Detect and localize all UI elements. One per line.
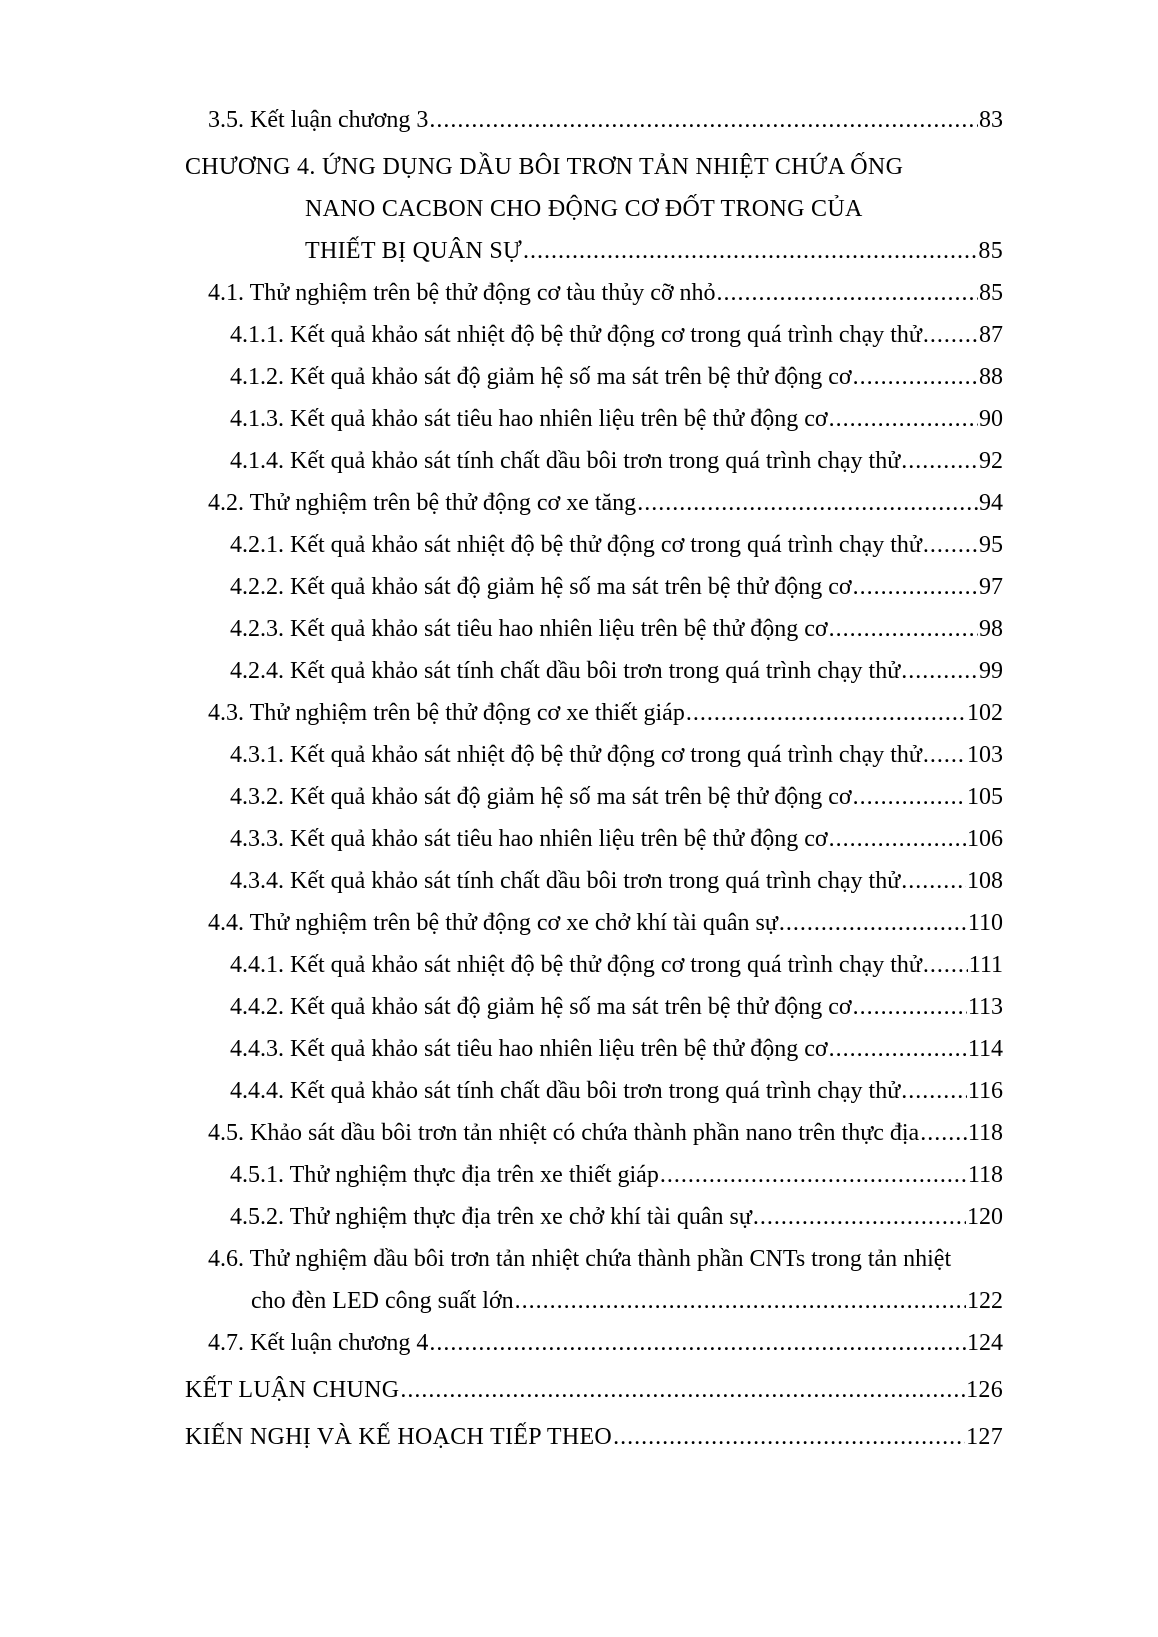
toc-entry-4-2[interactable] bbox=[208, 486, 1003, 520]
dot-leader bbox=[717, 276, 978, 310]
toc-entry-label: 4.1. Thử nghiệm trên bệ thử động cơ tàu thủy cỡ nhỏ bbox=[208, 280, 716, 306]
toc-entry-label: 4.4.4. Kết quả khảo sát tính chất dầu bôi trơn trong quá trình chạy thử bbox=[230, 1078, 901, 1104]
toc-entry-page: 108 bbox=[967, 868, 1003, 894]
toc-entry-page: 88 bbox=[979, 364, 1003, 390]
toc-entry-4-3-1[interactable] bbox=[230, 738, 1003, 772]
toc-entry-page: 113 bbox=[967, 994, 1003, 1020]
toc-entry-4-4-3[interactable] bbox=[230, 1032, 1003, 1066]
toc-entry-page: 103 bbox=[967, 742, 1003, 768]
toc-entry-4-1-4[interactable] bbox=[230, 444, 1003, 478]
toc-entry-label: 4.4. Thử nghiệm trên bệ thử động cơ xe chở khí tài quân sự bbox=[208, 910, 778, 936]
dot-leader bbox=[686, 696, 966, 730]
dot-leader bbox=[515, 1284, 966, 1318]
toc-entry-4-6[interactable] bbox=[251, 1284, 1003, 1318]
toc-entry-chapter-4[interactable] bbox=[305, 234, 1003, 268]
toc-entry-page: 106 bbox=[967, 826, 1003, 852]
toc-entry-label: 4.5. Khảo sát dầu bôi trơn tản nhiệt có chứa thành phần nano trên thực địa bbox=[208, 1120, 920, 1146]
dot-leader bbox=[829, 822, 966, 856]
dot-leader bbox=[429, 1326, 966, 1360]
toc-entry-page: 90 bbox=[979, 406, 1003, 432]
dot-leader bbox=[637, 486, 978, 520]
toc-entry-label: 4.1.2. Kết quả khảo sát độ giảm hệ số ma sát trên bệ thử động cơ bbox=[230, 364, 852, 390]
toc-entry-4-2-2[interactable] bbox=[230, 570, 1003, 604]
toc-entry-label: 4.2.1. Kết quả khảo sát nhiệt độ bệ thử động cơ trong quá trình chạy thử bbox=[230, 532, 922, 558]
toc-entry-label: 3.5. Kết luận chương 3 bbox=[208, 107, 429, 133]
toc-entry-label: 4.2.3. Kết quả khảo sát tiêu hao nhiên liệu trên bệ thử động cơ bbox=[230, 616, 828, 642]
toc-entry-4-4-2[interactable] bbox=[230, 990, 1003, 1024]
toc-entry-label: 4.3.3. Kết quả khảo sát tiêu hao nhiên liệu trên bệ thử động cơ bbox=[230, 826, 828, 852]
toc-entry-page: 126 bbox=[966, 1377, 1003, 1403]
toc-entry-kien-nghi[interactable] bbox=[185, 1420, 1003, 1454]
toc-entry-page: 98 bbox=[979, 616, 1003, 642]
toc-entry-page: 120 bbox=[967, 1204, 1003, 1230]
dot-leader bbox=[901, 1074, 967, 1108]
toc-entry-4-4[interactable] bbox=[208, 906, 1003, 940]
toc-entry-4-4-1[interactable] bbox=[230, 948, 1003, 982]
dot-leader bbox=[523, 234, 977, 268]
toc-entry-4-4-4[interactable] bbox=[230, 1074, 1003, 1108]
toc-entry-label: 4.7. Kết luận chương 4 bbox=[208, 1330, 429, 1356]
toc-entry-4-7[interactable] bbox=[208, 1326, 1003, 1360]
toc-entry-page: 124 bbox=[967, 1330, 1003, 1356]
dot-leader bbox=[923, 738, 966, 772]
toc-entry-label: 4.1.1. Kết quả khảo sát nhiệt độ bệ thử động cơ trong quá trình chạy thử bbox=[230, 322, 922, 348]
toc-entry-4-5-2[interactable] bbox=[230, 1200, 1003, 1234]
dot-leader bbox=[829, 612, 978, 646]
dot-leader bbox=[829, 402, 978, 436]
toc-entry-page: 111 bbox=[968, 952, 1003, 978]
toc-entry-4-1-1[interactable] bbox=[230, 318, 1003, 352]
toc-entry-page: 85 bbox=[978, 238, 1003, 264]
toc-entry-page: 110 bbox=[967, 910, 1003, 936]
toc-entry-page: 114 bbox=[967, 1036, 1003, 1062]
toc-entry-3-5[interactable] bbox=[208, 103, 1003, 137]
toc-entry-4-1-2[interactable] bbox=[230, 360, 1003, 394]
toc-entry-4-5[interactable] bbox=[208, 1116, 1003, 1150]
toc-entry-page: 122 bbox=[967, 1288, 1003, 1314]
chapter-4-title-line-2: NANO CACBON CHO ĐỘNG CƠ ĐỐT TRONG CỦA bbox=[305, 196, 863, 222]
dot-leader bbox=[829, 1032, 967, 1066]
toc-entry-label: 4.3.4. Kết quả khảo sát tính chất dầu bôi trơn trong quá trình chạy thử bbox=[230, 868, 901, 894]
toc-entry-page: 87 bbox=[979, 322, 1003, 348]
toc-entry-page: 94 bbox=[979, 490, 1003, 516]
dot-leader bbox=[920, 1116, 967, 1150]
toc-entry-page: 102 bbox=[967, 700, 1003, 726]
dot-leader bbox=[853, 360, 978, 394]
toc-entry-label: cho đèn LED công suất lớn bbox=[251, 1288, 514, 1314]
toc-entry-4-6-line-1[interactable]: 4.6. Thử nghiệm dầu bôi trơn tản nhiệt chứa thành phần CNTs trong tản nhiệt bbox=[208, 1246, 952, 1272]
dot-leader bbox=[901, 444, 978, 478]
toc-entry-4-3-4[interactable] bbox=[230, 864, 1003, 898]
toc-entry-label: 4.5.2. Thử nghiệm thực địa trên xe chở khí tài quân sự bbox=[230, 1204, 752, 1230]
toc-entry-page: 85 bbox=[979, 280, 1003, 306]
toc-entry-page: 99 bbox=[979, 658, 1003, 684]
toc-entry-4-1-3[interactable] bbox=[230, 402, 1003, 436]
toc-entry-page: 127 bbox=[966, 1424, 1003, 1450]
toc-entry-label: 4.2. Thử nghiệm trên bệ thử động cơ xe tăng bbox=[208, 490, 637, 516]
dot-leader bbox=[429, 103, 978, 137]
toc-entry-4-2-4[interactable] bbox=[230, 654, 1003, 688]
toc-entry-label: 4.1.3. Kết quả khảo sát tiêu hao nhiên liệu trên bệ thử động cơ bbox=[230, 406, 828, 432]
toc-entry-4-3[interactable] bbox=[208, 696, 1003, 730]
chapter-4-title-line-1: CHƯƠNG 4. ỨNG DỤNG DẦU BÔI TRƠN TẢN NHIỆT CHỨA ỐNG bbox=[185, 154, 904, 180]
toc-entry-4-5-1[interactable] bbox=[230, 1158, 1003, 1192]
toc-entry-page: 105 bbox=[967, 784, 1003, 810]
toc-entry-4-1[interactable] bbox=[208, 276, 1003, 310]
toc-entry-page: 97 bbox=[979, 574, 1003, 600]
toc-entry-label: KIẾN NGHỊ VÀ KẾ HOẠCH TIẾP THEO bbox=[185, 1424, 613, 1450]
dot-leader bbox=[853, 780, 966, 814]
toc-entry-label: THIẾT BỊ QUÂN SỰ bbox=[305, 238, 522, 264]
dot-leader bbox=[923, 948, 968, 982]
toc-entry-label: 4.3.1. Kết quả khảo sát nhiệt độ bệ thử động cơ trong quá trình chạy thử bbox=[230, 742, 922, 768]
toc-entry-label: KẾT LUẬN CHUNG bbox=[185, 1377, 400, 1403]
toc-entry-label: 4.5.1. Thử nghiệm thực địa trên xe thiết giáp bbox=[230, 1162, 659, 1188]
dot-leader bbox=[400, 1373, 965, 1407]
toc-entry-4-2-3[interactable] bbox=[230, 612, 1003, 646]
toc-entry-ket-luan-chung[interactable] bbox=[185, 1373, 1003, 1407]
toc-entry-label: 4.4.2. Kết quả khảo sát độ giảm hệ số ma sát trên bệ thử động cơ bbox=[230, 994, 852, 1020]
toc-entry-label: 4.1.4. Kết quả khảo sát tính chất dầu bôi trơn trong quá trình chạy thử bbox=[230, 448, 901, 474]
dot-leader bbox=[923, 528, 978, 562]
toc-entry-label: 4.3. Thử nghiệm trên bệ thử động cơ xe thiết giáp bbox=[208, 700, 685, 726]
dot-leader bbox=[901, 864, 966, 898]
toc-entry-page: 118 bbox=[967, 1162, 1003, 1188]
toc-entry-page: 83 bbox=[979, 107, 1003, 133]
toc-entry-page: 95 bbox=[979, 532, 1003, 558]
toc-entry-label: 4.2.4. Kết quả khảo sát tính chất dầu bôi trơn trong quá trình chạy thử bbox=[230, 658, 901, 684]
dot-leader bbox=[853, 990, 967, 1024]
toc-entry-label: 4.3.2. Kết quả khảo sát độ giảm hệ số ma sát trên bệ thử động cơ bbox=[230, 784, 852, 810]
dot-leader bbox=[923, 318, 978, 352]
toc-entry-4-3-3[interactable] bbox=[230, 822, 1003, 856]
toc-entry-label: 4.4.1. Kết quả khảo sát nhiệt độ bệ thử động cơ trong quá trình chạy thử bbox=[230, 952, 922, 978]
toc-entry-label: 4.4.3. Kết quả khảo sát tiêu hao nhiên liệu trên bệ thử động cơ bbox=[230, 1036, 828, 1062]
dot-leader bbox=[853, 570, 978, 604]
toc-entry-4-2-1[interactable] bbox=[230, 528, 1003, 562]
dot-leader bbox=[660, 1158, 967, 1192]
toc-entry-page: 118 bbox=[967, 1120, 1003, 1146]
toc-entry-4-3-2[interactable] bbox=[230, 780, 1003, 814]
dot-leader bbox=[901, 654, 978, 688]
dot-leader bbox=[613, 1420, 965, 1454]
dot-leader bbox=[753, 1200, 966, 1234]
toc-entry-label: 4.2.2. Kết quả khảo sát độ giảm hệ số ma sát trên bệ thử động cơ bbox=[230, 574, 852, 600]
toc-entry-page: 116 bbox=[967, 1078, 1003, 1104]
dot-leader bbox=[779, 906, 967, 940]
toc-entry-page: 92 bbox=[979, 448, 1003, 474]
